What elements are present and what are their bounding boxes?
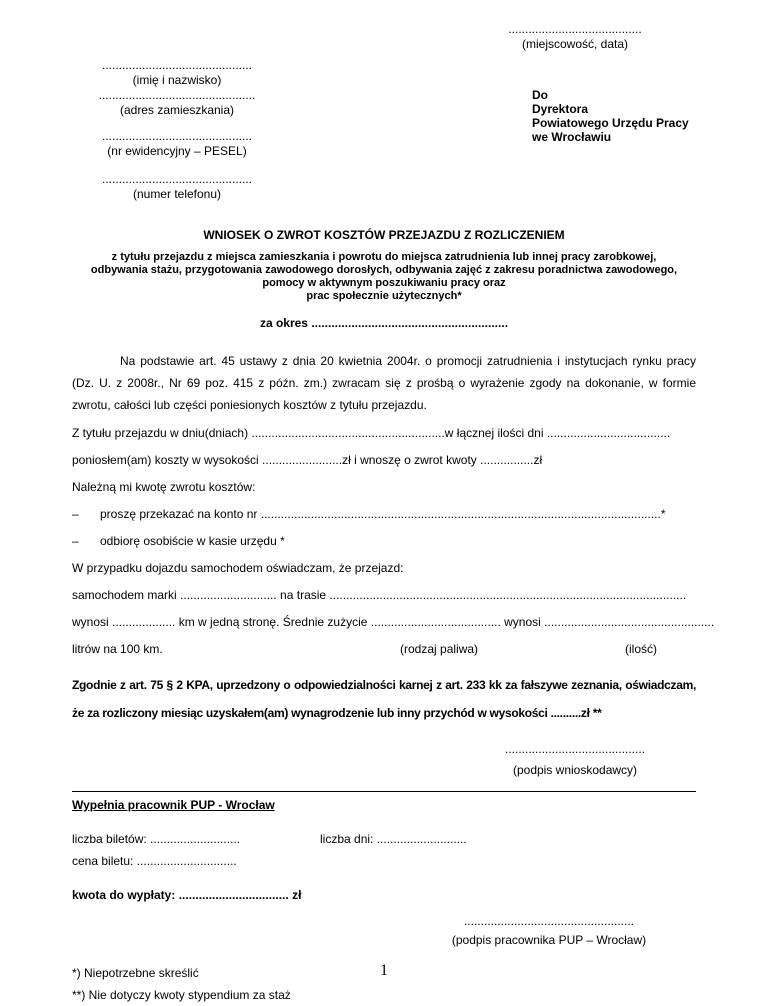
address-field [72, 88, 282, 118]
footnote-strike-unneeded: *) Niepotrzebne skreślić [72, 966, 199, 980]
fuel-amount-caption: (ilość) [625, 642, 657, 656]
refund-option-cash [72, 528, 696, 555]
phone-field-label: (numer telefonu) [132, 187, 222, 201]
ticket-price-label: cena biletu: [72, 854, 134, 868]
staff-signature-block [444, 912, 654, 950]
payout-label: kwota do wypłaty: [72, 888, 176, 902]
document-title: WNIOSEK O ZWROT KOSZTÓW PRZEJAZDU Z ROZLICZENIEM [203, 228, 565, 242]
addressee-line-director: Dyrektora [532, 102, 589, 116]
period-line: za okres ........................................................... [259, 316, 509, 330]
payout-currency-label: zł [292, 888, 302, 902]
refund-option-bank-text: proszę przekazać na konto nr ........................................................................................................................* [100, 507, 666, 521]
name-fill-line: ............................................. [101, 58, 253, 72]
refund-option-cash-text: odbiorę osobiście w kasie urzędu * [100, 534, 285, 548]
page-number: 1 [380, 962, 388, 979]
document-subtitle [72, 251, 696, 303]
name-field [72, 58, 282, 88]
addressee-block [532, 88, 696, 202]
tickets-count-field [72, 828, 320, 850]
applicant-signature-block [500, 739, 650, 781]
tickets-count-fill: ........................... [150, 832, 241, 846]
staff-section-heading: Wypełnia pracownik PUP - Wrocław [72, 798, 275, 812]
form-body [72, 420, 715, 663]
costs-amount-line: poniosłem(am) koszty w wysokości ........................zł i wnoszę o zwrot kwoty ................zł [72, 453, 543, 467]
pesel-field [72, 129, 282, 159]
subtitle-line-2: odbywania stażu, przygotowania zawodowego dorosłych, odbywania zajęć z zakresu poradnictwa zawodowego, [90, 264, 678, 276]
address-field-label: (adres zamieszkania) [119, 103, 235, 117]
travel-days-line: Z tytułu przejazdu w dniu(dniach) ..........................................................w łącznej ilości dni ..................................... [72, 426, 671, 440]
addressee-line-office: Powiatowego Urzędu Pracy [532, 116, 689, 130]
days-count-label: liczba dni: [320, 832, 374, 846]
days-count-fill: ........................... [376, 832, 467, 846]
section-divider [72, 791, 696, 792]
fuel-per-100km-label: litrów na 100 km. [72, 642, 163, 656]
place-date-label: (miejscowość, data) [521, 37, 629, 51]
subtitle-line-1: z tytułu przejazdu z miejsca zamieszkania i powrotu do miejsca zatrudnienia lub innej pracy zarobkowej, [111, 251, 657, 263]
applicant-signature-label: (podpis wnioskodawcy) [512, 763, 638, 777]
name-field-label: (imię i nazwisko) [132, 73, 222, 87]
pesel-fill-line: ............................................. [101, 129, 253, 143]
dash-bullet: – [72, 507, 79, 521]
address-fill-line: ............................................... [98, 88, 256, 102]
car-brand-route-line: samochodem marki ............................. na trasie ........................................................................................................... [72, 588, 687, 602]
place-date-block [500, 22, 650, 52]
distance-consumption-line: wynosi ................... km w jedną stronę. Średnie zużycie ....................................... wynosi ................................................... [72, 615, 715, 629]
subtitle-line-4: prac społecznie użytecznych* [306, 290, 462, 302]
staff-signature-label: (podpis pracownika PUP – Wrocław) [451, 933, 647, 947]
staff-signature-line: ................................................... [463, 914, 635, 928]
footnote-stipend-exclusion: **) Nie dotyczy kwoty stypendium za staż [72, 988, 291, 1002]
payout-amount-row [72, 884, 696, 906]
days-count-field [320, 832, 467, 846]
staff-row-tickets-days [72, 828, 696, 850]
subtitle-line-3: pomocy w aktywnym poszukiwaniu pracy oraz [262, 277, 506, 289]
pesel-field-label: (nr ewidencyjny – PESEL) [107, 144, 247, 158]
addressee-line-city: we Wrocławiu [532, 130, 612, 144]
addressee-line-do: Do [532, 88, 548, 102]
payout-fill: ................................. [178, 888, 289, 902]
header-row [72, 58, 696, 202]
phone-fill-line: ............................................. [101, 172, 253, 186]
staff-row-ticket-price [72, 850, 696, 872]
ticket-price-fill: .............................. [136, 854, 237, 868]
fuel-caption-line [72, 636, 696, 663]
fuel-type-caption: (rodzaj paliwa) [400, 642, 479, 656]
phone-field [72, 172, 282, 202]
refund-method-intro: Należną mi kwotę zwrotu kosztów: [72, 480, 256, 494]
refund-option-bank [72, 501, 696, 528]
income-declaration-paragraph: Zgodnie z art. 75 § 2 KPA, uprzedzony o odpowiedzialności karnej z art. 233 kk za fałszywe zeznania, oświadczam, że za rozliczony miesiąc uzyskałem(am) wynagrodzenie lub inny przychód w wysokości ..........zł ** [72, 678, 696, 720]
tickets-count-label: liczba biletów: [72, 832, 147, 846]
legal-basis-paragraph: Na podstawie art. 45 ustawy z dnia 20 kwietnia 2004r. o promocji zatrudnienia i instytucjach rynku pracy (Dz. U. z 2008r., Nr 69 poz. 415 z późn. zm.) zwracam się z prośbą o wyrażenie zgody na dokonanie, w formie zwrotu, całości lub części poniesionych kosztów z tytułu przejazdu. [72, 354, 696, 412]
applicant-signature-line: .......................................... [504, 742, 646, 756]
dash-bullet: – [72, 534, 79, 548]
applicant-fields-block [72, 58, 282, 202]
car-declaration-intro: W przypadku dojazdu samochodem oświadczam, że przejazd: [72, 561, 404, 575]
place-date-fill-line: ........................................ [508, 22, 642, 36]
